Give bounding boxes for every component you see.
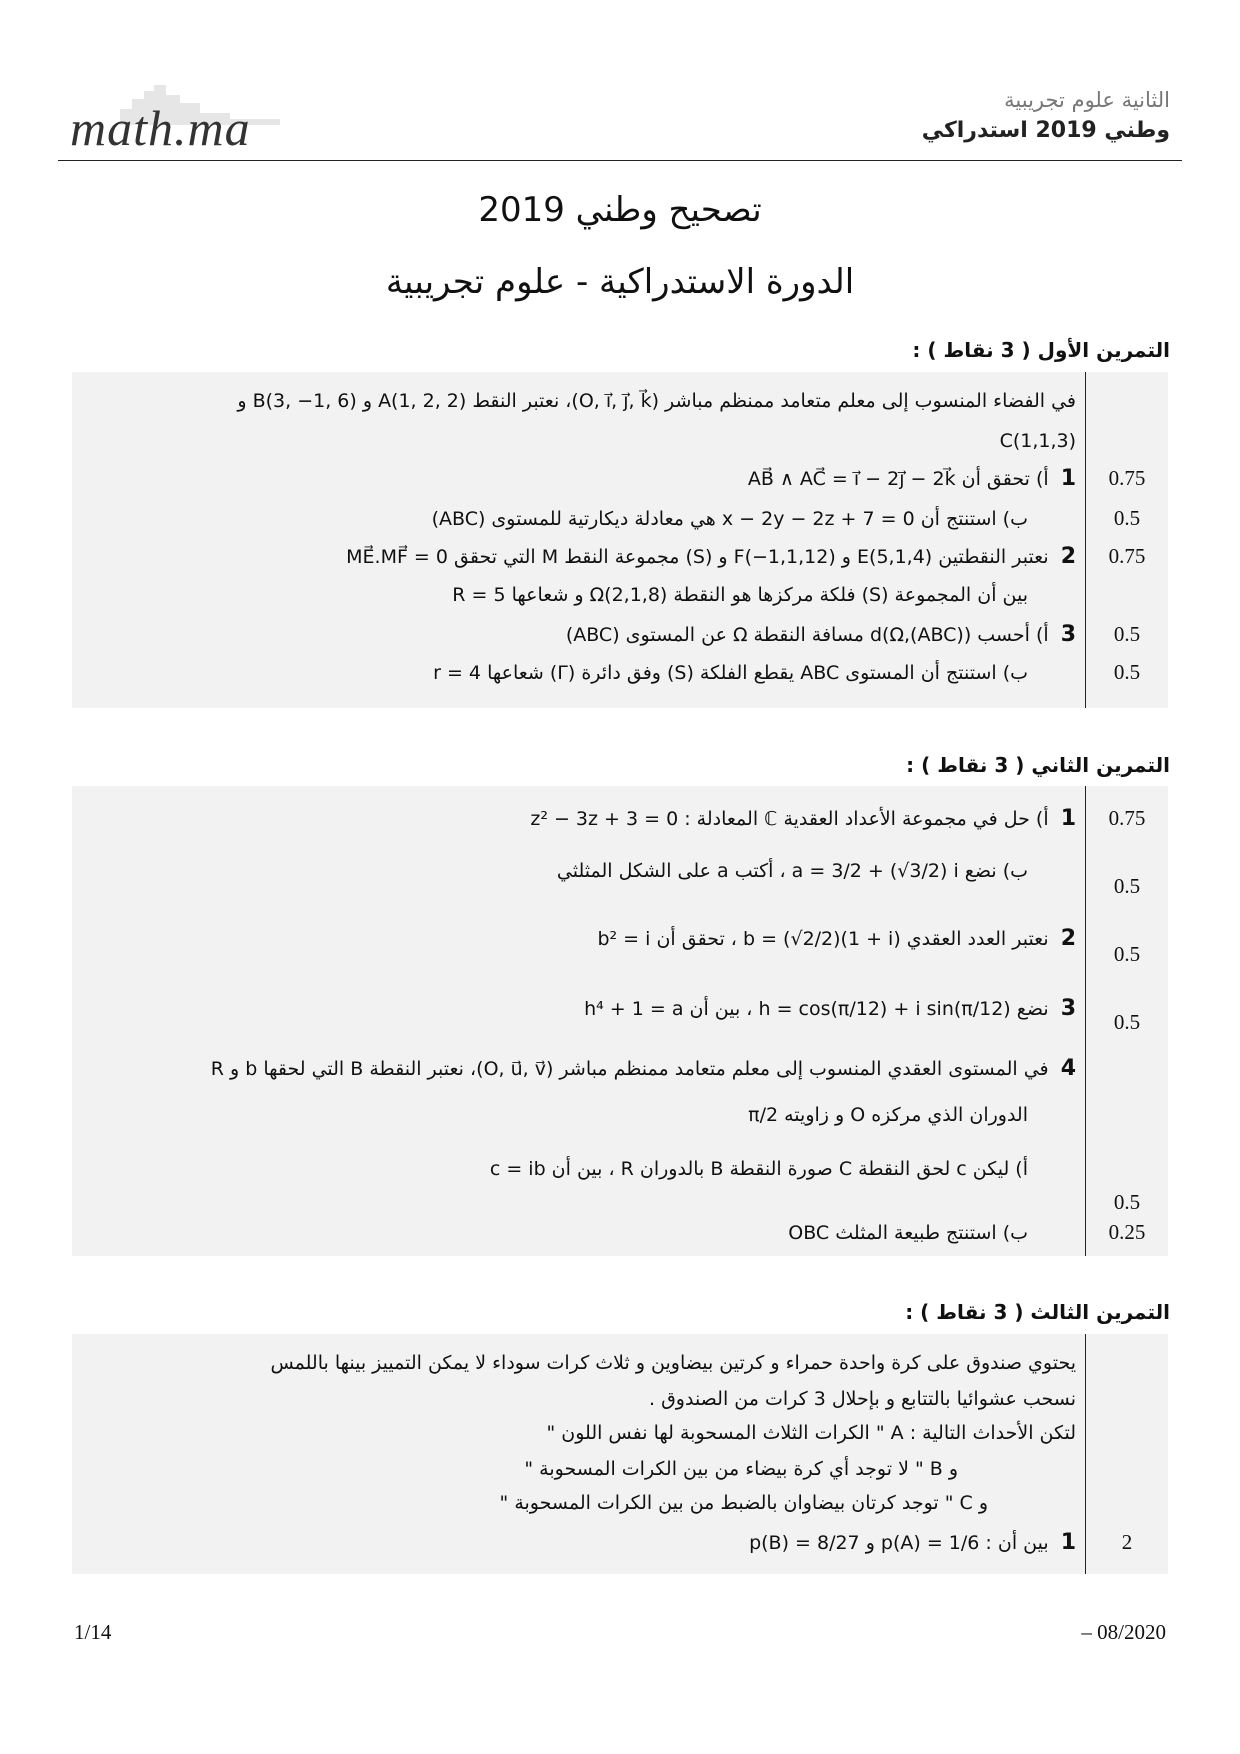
question-text: في المستوى العقدي المنسوب إلى معلم متعامد ممنظم مباشر (O, u⃗, v⃗)، نعتبر النقطة B التي لحقها b و R — [210, 1058, 1049, 1080]
question-text: نعتبر النقطتين E(5,1,4) و F(−1,1,12) و (S) مجموعة النقط M التي تحقق ME⃗.MF⃗ = 0 — [346, 546, 1049, 568]
ex1-q2-cont: بين أن المجموعة (S) فلكة مركزها هو النقطة Ω(2,1,8) و شعاعها R = 5 — [452, 584, 1028, 606]
points-column-divider — [1085, 372, 1086, 708]
footer-date: – 08/2020 — [1081, 1620, 1166, 1644]
question-text: أ) حل في مجموعة الأعداد العقدية ℂ المعادلة : z² − 3z + 3 = 0 — [530, 808, 1049, 830]
ex2-q1b: ب) نضع a = 3/2 + (√3/2) i ، أكتب a على الشكل المثلثي — [556, 860, 1028, 882]
question-number: 1 — [1060, 806, 1076, 831]
ex2-q4b-points: 0.25 — [1108, 1220, 1146, 1244]
page-number: 1/14 — [74, 1620, 112, 1644]
site-logo — [70, 85, 310, 155]
exercise-2-title: التمرين الثاني ( 3 نقاط ) : — [906, 753, 1170, 777]
ex2-q2-points: 0.5 — [1113, 942, 1141, 966]
question-number: 2 — [1060, 544, 1076, 569]
ex3-line4: و B " لا توجد أي كرة بيضاء من بين الكرات المسحوبة " — [524, 1458, 958, 1480]
ex1-q2-points: 0.75 — [1108, 544, 1146, 568]
ex2-q2 — [88, 926, 1076, 952]
ex1-q1a-points: 0.75 — [1108, 466, 1146, 490]
exercise-1-box — [72, 372, 1168, 708]
ex2-q4b: ب) استنتج طبيعة المثلث OBC — [788, 1222, 1028, 1244]
ex2-q4 — [88, 1056, 1076, 1082]
ex2-q1b-points: 0.5 — [1113, 874, 1141, 898]
ex1-q2 — [88, 544, 1076, 570]
header-level: الثانية علوم تجريبية — [1004, 88, 1170, 112]
ex3-line5: و C " توجد كرتان بيضاوان بالضبط من بين الكرات المسحوبة " — [499, 1492, 988, 1514]
question-number: 4 — [1060, 1056, 1076, 1081]
logo-text: math.ma — [70, 100, 251, 156]
question-text: نعتبر العدد العقدي b = (√2/2)(1 + i) ، تحقق أن b² = i — [597, 928, 1049, 950]
question-number: 3 — [1060, 996, 1076, 1021]
header-info — [922, 88, 1170, 143]
question-number: 1 — [1060, 1530, 1076, 1555]
ex2-q1a-points: 0.75 — [1108, 806, 1146, 830]
exercise-2-box — [72, 786, 1168, 1256]
exercise-1-title: التمرين الأول ( 3 نقاط ) : — [912, 338, 1170, 362]
ex1-q3a-points: 0.5 — [1113, 622, 1141, 646]
exercise-3-title: التمرين الثالث ( 3 نقاط ) : — [905, 1300, 1170, 1324]
ex1-q3b: ب) استنتج أن المستوى ABC يقطع الفلكة (S) وفق دائرة (Γ) شعاعها r = 4 — [433, 662, 1028, 684]
question-text: بين أن : p(A) = 1/6 و p(B) = 8/27 — [749, 1532, 1049, 1554]
ex1-intro: في الفضاء المنسوب إلى معلم متعامد ممنظم مباشر (O, i⃗, j⃗, k⃗)، نعتبر النقط A(1, 2, 2) و B(3, −1, 6) و — [237, 390, 1076, 412]
ex3-line2: نسحب عشوائيا بالتتابع و بإحلال 3 كرات من الصندوق . — [648, 1388, 1076, 1410]
ex2-q4a-points: 0.5 — [1113, 1190, 1141, 1214]
question-number: 3 — [1060, 622, 1076, 647]
question-number: 1 — [1060, 466, 1076, 491]
page-subtitle: الدورة الاستدراكية - علوم تجريبية — [385, 262, 855, 302]
ex2-q3 — [88, 996, 1076, 1022]
ex2-q4a: أ) ليكن c لحق النقطة C صورة النقطة B بالدوران R ، بين أن c = ib — [489, 1158, 1028, 1180]
ex1-q3b-points: 0.5 — [1113, 660, 1141, 684]
question-text: أ) أحسب d(Ω,(ABC)) مسافة النقطة Ω عن المستوى (ABC) — [565, 624, 1049, 646]
ex3-line1: يحتوي صندوق على كرة واحدة حمراء و كرتين بيضاوين و ثلاث كرات سوداء لا يمكن التمييز بينها باللمس — [270, 1352, 1076, 1374]
ex1-intro-cont: C(1,1,3) — [999, 430, 1076, 452]
header-exam: وطني 2019 استدراكي — [921, 118, 1170, 143]
ex3-line3: لتكن الأحداث التالية : A " الكرات الثلاث المسحوبة لها نفس اللون " — [546, 1422, 1076, 1444]
exercise-3-box — [72, 1334, 1168, 1574]
page-title: تصحيح وطني 2019 — [478, 190, 762, 230]
ex3-q1-points: 2 — [1121, 1530, 1133, 1554]
ex2-q4-cont: الدوران الذي مركزه O و زاويته π/2 — [748, 1104, 1028, 1126]
question-number: 2 — [1060, 926, 1076, 951]
ex1-q3a — [88, 622, 1076, 648]
ex2-q1a — [88, 806, 1076, 832]
ex1-q1a — [88, 466, 1076, 492]
ex1-q1b: ب) استنتج أن x − 2y − 2z + 7 = 0 هي معادلة ديكارتية للمستوى (ABC) — [431, 508, 1028, 530]
question-text: أ) تحقق أن AB⃗ ∧ AC⃗ = i⃗ − 2j⃗ − 2k⃗ — [747, 468, 1049, 490]
ex3-q1 — [88, 1530, 1076, 1556]
header-divider — [58, 160, 1182, 161]
ex2-q3-points: 0.5 — [1113, 1010, 1141, 1034]
ex1-q1b-points: 0.5 — [1113, 506, 1141, 530]
question-text: نضع h = cos(π/12) + i sin(π/12) ، بين أن h⁴ + 1 = a — [584, 998, 1049, 1020]
